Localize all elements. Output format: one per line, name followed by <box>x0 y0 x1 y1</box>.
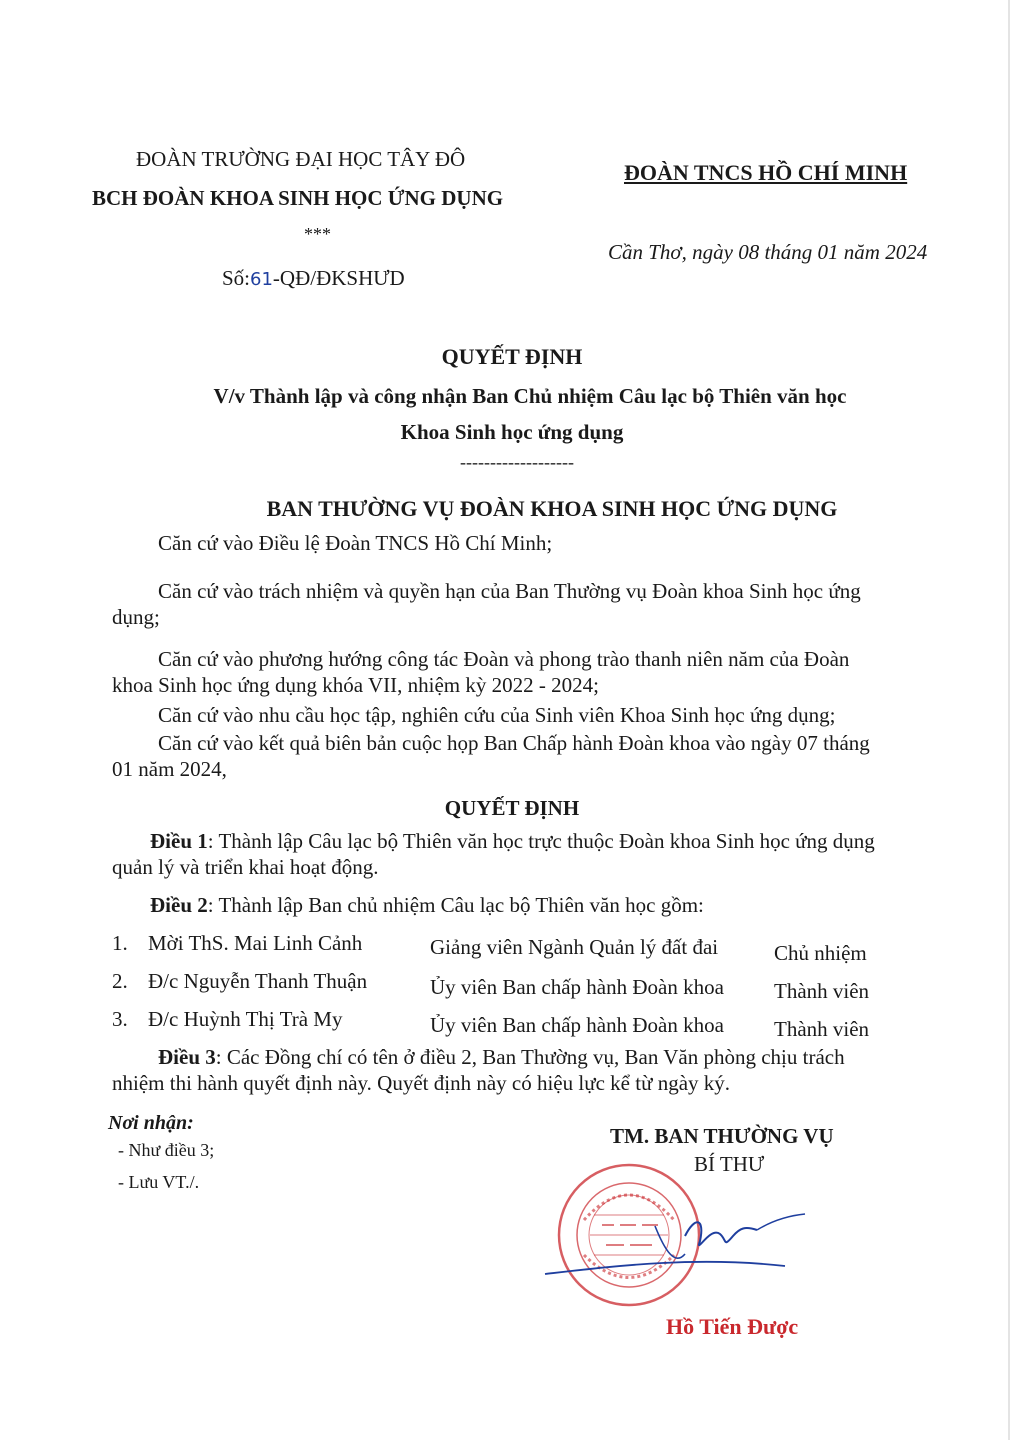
member-2-role: Thành viên <box>774 979 870 1003</box>
document-number <box>222 266 405 291</box>
preamble-3-line-2: khoa Sinh học ứng dụng khóa VII, nhiệm kỳ 2022 - 2024; <box>112 673 599 697</box>
signer-title: BÍ THƯ <box>694 1152 765 1176</box>
number-suffix: -QĐ/ĐKSHƯD <box>272 266 405 290</box>
handwritten-signature <box>535 1196 815 1306</box>
member-2-position: Ủy viên Ban chấp hành Đoàn khoa <box>430 975 724 999</box>
member-3-name: Đ/c Huỳnh Thị Trà My <box>148 1007 343 1031</box>
decision-subject-line-2: Khoa Sinh học ứng dụng <box>400 420 624 444</box>
article-3 <box>158 1044 845 1070</box>
article-2 <box>150 892 704 918</box>
article-1-text: : Thành lập Câu lạc bộ Thiên văn học trực thuộc Đoàn khoa Sinh học ứng dụng <box>207 829 875 853</box>
recipient-2: - Lưu VT./. <box>118 1172 200 1192</box>
member-1-no: 1. <box>112 931 128 955</box>
recipients-heading: Nơi nhận: <box>108 1112 194 1134</box>
member-3-position: Ủy viên Ban chấp hành Đoàn khoa <box>430 1013 724 1037</box>
number-handwritten: 61 <box>250 269 273 290</box>
org-line-1: ĐOÀN TRƯỜNG ĐẠI HỌC TÂY ĐÔ <box>136 147 466 171</box>
header-stars: *** <box>304 224 331 244</box>
article-3-line-2: nhiệm thi hành quyết định này. Quyết định này có hiệu lực kể từ ngày ký. <box>112 1071 731 1095</box>
preamble-2-line-2: dụng; <box>112 605 160 629</box>
member-2-no: 2. <box>112 969 128 993</box>
preamble-1: Căn cứ vào Điều lệ Đoàn TNCS Hồ Chí Minh; <box>158 531 553 555</box>
article-3-label: Điều 3 <box>158 1045 216 1069</box>
member-2-name: Đ/c Nguyễn Thanh Thuận <box>148 969 368 993</box>
member-3-no: 3. <box>112 1007 128 1031</box>
signer-name: Hồ Tiến Được <box>666 1314 799 1339</box>
article-1-line-2: quản lý và triển khai hoạt động. <box>112 855 379 879</box>
preamble-5-line-2: 01 năm 2024, <box>112 757 227 781</box>
preamble-5-line-1: Căn cứ vào kết quả biên bản cuộc họp Ban Chấp hành Đoàn khoa vào ngày 07 tháng <box>158 731 870 755</box>
member-3-role: Thành viên <box>774 1017 870 1041</box>
preamble-4: Căn cứ vào nhu cầu học tập, nghiên cứu của Sinh viên Khoa Sinh học ứng dụng; <box>158 703 836 727</box>
member-1-name: Mời ThS. Mai Linh Cảnh <box>148 931 363 955</box>
preamble-3-line-1: Căn cứ vào phương hướng công tác Đoàn và phong trào thanh niên năm của Đoàn <box>158 647 850 671</box>
preamble-2-line-1: Căn cứ vào trách nhiệm và quyền hạn của Ban Thường vụ Đoàn khoa Sinh học ứng <box>158 579 861 603</box>
decision-heading: QUYẾT ĐỊNH <box>444 796 580 820</box>
page-edge <box>1008 0 1010 1440</box>
article-2-label: Điều 2 <box>150 893 208 917</box>
title-divider: ------------------- <box>460 452 574 472</box>
article-2-text: : Thành lập Ban chủ nhiệm Câu lạc bộ Thiên văn học gồm: <box>207 893 704 917</box>
org-line-2: BCH ĐOÀN KHOA SINH HỌC ỨNG DỤNG <box>92 186 504 210</box>
union-name: ĐOÀN TNCS HỒ CHÍ MINH <box>624 160 908 185</box>
issuing-authority: BAN THƯỜNG VỤ ĐOÀN KHOA SINH HỌC ỨNG DỤNG <box>266 496 838 521</box>
decision-title: QUYẾT ĐỊNH <box>441 344 583 369</box>
member-1-role: Chủ nhiệm <box>774 941 867 965</box>
member-1-position: Giảng viên Ngành Quản lý đất đai <box>430 935 719 959</box>
decision-subject-line-1: V/v Thành lập và công nhận Ban Chủ nhiệm Câu lạc bộ Thiên văn học <box>213 384 847 408</box>
number-prefix: Số: <box>222 266 251 290</box>
article-3-text: : Các Đồng chí có tên ở điều 2, Ban Thường vụ, Ban Văn phòng chịu trách <box>215 1045 845 1069</box>
article-1 <box>150 828 875 854</box>
place-date: Cần Thơ, ngày 08 tháng 01 năm 2024 <box>608 240 928 264</box>
recipient-1: - Như điều 3; <box>118 1140 215 1160</box>
article-1-label: Điều 1 <box>150 829 208 853</box>
on-behalf-label: TM. BAN THƯỜNG VỤ <box>610 1124 834 1148</box>
